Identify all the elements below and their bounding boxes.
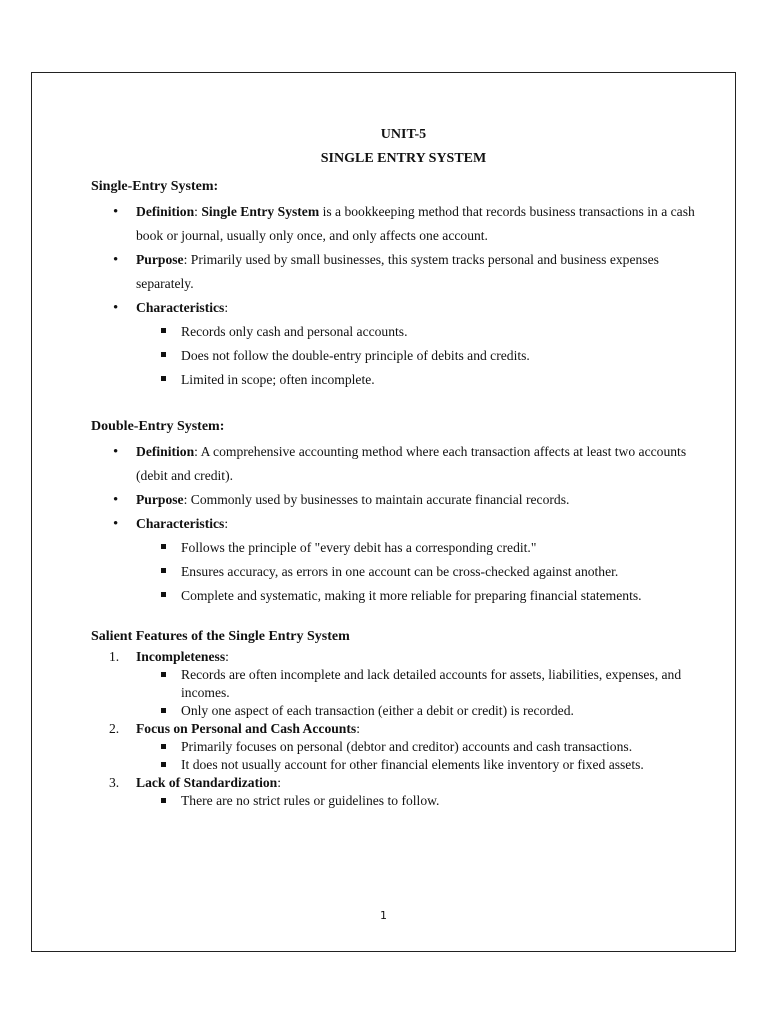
list-item: Primarily focuses on personal (debtor and creditor) accounts and cash transactions. xyxy=(91,738,716,756)
page-title: SINGLE ENTRY SYSTEM xyxy=(320,151,487,166)
list-item: • Characteristics: xyxy=(91,512,716,536)
list-item: 1. Incompleteness: xyxy=(109,649,229,664)
square-bullet-icon xyxy=(161,798,166,803)
list-item: • Characteristics: xyxy=(91,296,716,320)
features-list xyxy=(91,774,716,792)
list-item: Follows the principle of "every debit has a corresponding credit." xyxy=(91,536,716,560)
list-item: Ensures accuracy, as errors in one account can be cross-checked against another. xyxy=(91,560,716,584)
features-points-3 xyxy=(91,792,716,810)
list-item: • Purpose: Primarily used by small businesses, this system tracks personal and business expenses separately. xyxy=(91,248,716,296)
page-content xyxy=(91,125,716,810)
list-item: Records are often incomplete and lack detailed accounts for assets, liabilities, expenses, and incomes. xyxy=(91,666,716,702)
square-bullet-icon xyxy=(161,328,166,333)
features-points-1 xyxy=(91,666,716,720)
list-item: Records only cash and personal accounts. xyxy=(91,320,716,344)
bullet-icon: • xyxy=(113,516,119,532)
bullet-icon: • xyxy=(113,252,119,268)
bullet-icon: • xyxy=(113,204,119,220)
list-item: 2. Focus on Personal and Cash Accounts: xyxy=(109,721,360,736)
section-heading-double: Double-Entry System: xyxy=(91,419,225,434)
features-points-2 xyxy=(91,738,716,774)
square-bullet-icon xyxy=(161,352,166,357)
list-item: It does not usually account for other financial elements like inventory or fixed assets. xyxy=(91,756,716,774)
square-bullet-icon xyxy=(161,592,166,597)
page-number: 1 xyxy=(380,909,387,922)
list-item: 3. Lack of Standardization: xyxy=(109,775,282,790)
section-heading-single: Single-Entry System: xyxy=(91,179,219,194)
double-characteristics xyxy=(91,536,716,608)
bullet-icon: • xyxy=(113,492,119,508)
features-list xyxy=(91,648,716,666)
square-bullet-icon xyxy=(161,762,166,767)
list-item: • Purpose: Commonly used by businesses to maintain accurate financial records. xyxy=(91,488,716,512)
single-list xyxy=(91,200,716,320)
single-characteristics xyxy=(91,320,716,392)
double-list xyxy=(91,440,716,536)
list-item: Only one aspect of each transaction (either a debit or credit) is recorded. xyxy=(91,702,716,720)
list-item: • Definition: A comprehensive accounting method where each transaction affects at least two accounts (debit and credit). xyxy=(91,440,716,488)
square-bullet-icon xyxy=(161,744,166,749)
list-item: Does not follow the double-entry principle of debits and credits. xyxy=(91,344,716,368)
list-item: Complete and systematic, making it more reliable for preparing financial statements. xyxy=(91,584,716,608)
square-bullet-icon xyxy=(161,544,166,549)
features-list xyxy=(91,720,716,738)
bullet-icon: • xyxy=(113,444,119,460)
section-heading-features: Salient Features of the Single Entry System xyxy=(91,629,350,644)
list-item: • Definition: Single Entry System is a bookkeeping method that records business transactions in a cash book or journal, usually only once, and only affects one account. xyxy=(91,200,716,248)
unit-title: UNIT-5 xyxy=(380,127,427,142)
list-item: Limited in scope; often incomplete. xyxy=(91,368,716,392)
document-page xyxy=(31,72,736,952)
square-bullet-icon xyxy=(161,568,166,573)
square-bullet-icon xyxy=(161,708,166,713)
list-item: There are no strict rules or guidelines to follow. xyxy=(91,792,716,810)
bullet-icon: • xyxy=(113,300,119,316)
square-bullet-icon xyxy=(161,672,166,677)
square-bullet-icon xyxy=(161,376,166,381)
